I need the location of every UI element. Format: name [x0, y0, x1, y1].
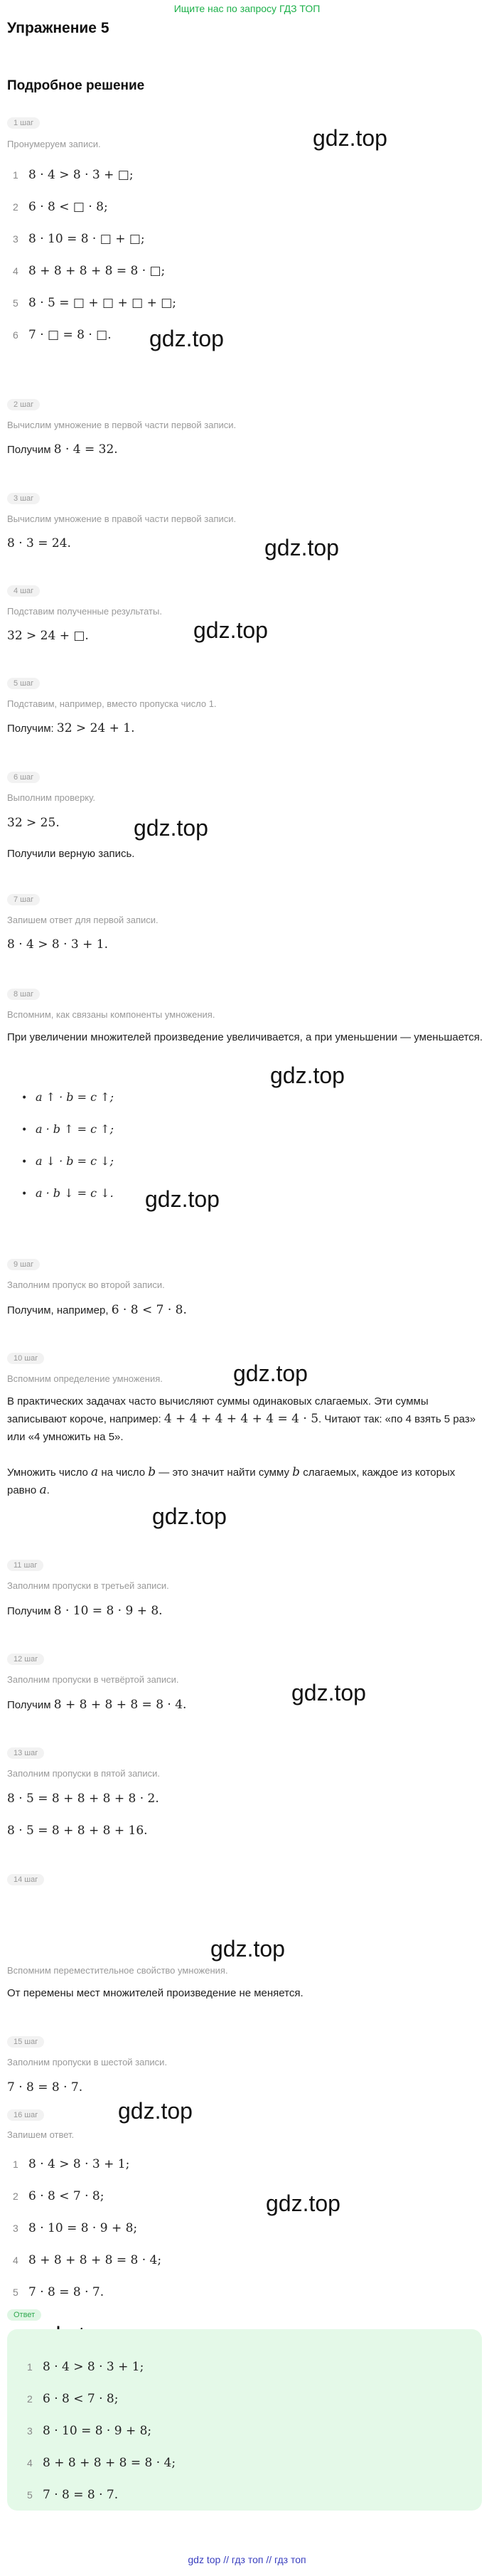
step-description: Заполним пропуски в четвёртой записи. [7, 1674, 179, 1685]
watermark: gdz.top [152, 1503, 227, 1529]
result-line: 8 · 5 = 8 + 8 + 8 + 16. [7, 1824, 148, 1838]
step-description: Вспомним, как связаны компоненты умножения. [7, 1009, 215, 1020]
step-badge: 4 шаг [7, 585, 40, 597]
watermark: gdz.top [270, 1063, 345, 1088]
step-description: Выполним проверку. [7, 792, 95, 803]
step-badge: 6 шаг [7, 772, 40, 783]
watermark: gdz.top [291, 1680, 366, 1705]
list-item: 4 8 + 8 + 8 + 8 = 8 · 4; [13, 2253, 162, 2267]
list-item: 1 8 · 4 > 8 · 3 + □; [13, 168, 134, 182]
answer-badge: Ответ [7, 2309, 41, 2321]
footer-links[interactable]: gdz top // гдз топ // гдз топ [188, 2554, 306, 2565]
section-subtitle: Подробное решение [7, 78, 145, 93]
definition-paragraph: В практических задачах часто вычисляют суммы одинаковых слагаемых. Эти суммы записывают короче, например: 4 + 4 + 4 + 4 + 4 = 4 · 5. Читают так: «по 4 взять 5 раз» или «4 умножить на 5». [7, 1395, 476, 1443]
step-description: Запишем ответ для первой записи. [7, 915, 159, 925]
watermark: gdz.top [210, 1936, 285, 1962]
step-badge: 12 шаг [7, 1654, 44, 1665]
rule-text: При увеличении множителей произведение увеличивается, а при уменьшении — уменьшается. [7, 1031, 483, 1043]
definition-paragraph: Умножить число a на число b — это значит найти сумму b слагаемых, каждое из которых равно a. [7, 1465, 456, 1497]
step-badge: 16 шаг [7, 2109, 44, 2121]
list-item: • a · b ↑ = c ↑; [21, 1122, 114, 1136]
step-description: Подставим, например, вместо пропуска число 1. [7, 698, 217, 709]
watermark: gdz.top [233, 1361, 308, 1386]
answer-item: 4 8 + 8 + 8 + 8 = 8 · 4; [27, 2456, 176, 2470]
result-line: 8 · 3 = 24. [7, 536, 71, 550]
step-badge: 7 шаг [7, 894, 40, 905]
step-badge: 1 шаг [7, 117, 40, 129]
watermark: gdz.top [264, 535, 339, 560]
list-item: 2 6 · 8 < □ · 8; [13, 200, 108, 214]
list-item: 5 8 · 5 = □ + □ + □ + □; [13, 296, 177, 310]
result-line: Получим 8 + 8 + 8 + 8 = 8 · 4. [7, 1698, 187, 1712]
step-description: Заполним пропуски в шестой записи. [7, 2057, 168, 2067]
list-item: 5 7 · 8 = 8 · 7. [13, 2285, 104, 2299]
page-title: Упражнение 5 [7, 20, 109, 36]
list-item: • a · b ↓ = c ↓. [21, 1186, 114, 1200]
rule-text: От перемены мест множителей произведение не меняется. [7, 1987, 304, 1999]
list-item: 3 8 · 10 = 8 · □ + □; [13, 232, 145, 246]
result-line: 7 · 8 = 8 · 7. [7, 2080, 83, 2095]
step-badge: 5 шаг [7, 678, 40, 689]
result-line: Получим 8 · 4 = 32. [7, 442, 118, 457]
list-item: • a ↓ · b = c ↓; [21, 1154, 114, 1168]
step-description: Подставим полученные результаты. [7, 606, 162, 617]
list-item: 4 8 + 8 + 8 + 8 = 8 · □; [13, 264, 166, 278]
step-badge: 3 шаг [7, 493, 40, 504]
step-description: Заполним пропуски в третьей записи. [7, 1580, 169, 1591]
step-badge: 8 шаг [7, 989, 40, 1000]
step-badge: 2 шаг [7, 399, 40, 410]
answer-box [7, 2329, 482, 2511]
watermark: gdz.top [193, 617, 268, 643]
answer-item: 1 8 · 4 > 8 · 3 + 1; [27, 2360, 144, 2374]
watermark: gdz.top [134, 815, 208, 841]
watermark: gdz.top [145, 1186, 220, 1212]
result-line: Получим 8 · 10 = 8 · 9 + 8. [7, 1604, 163, 1618]
result-line: 8 · 4 > 8 · 3 + 1. [7, 937, 109, 952]
step-description: Вспомним определение умножения. [7, 1373, 163, 1384]
answer-item: 2 6 · 8 < 7 · 8; [27, 2392, 119, 2406]
step-description: Заполним пропуски в пятой записи. [7, 1768, 160, 1779]
result-line: Получим: 32 > 24 + 1. [7, 721, 135, 735]
result-line: 8 · 5 = 8 + 8 + 8 + 8 · 2. [7, 1792, 159, 1806]
result-text: Получили верную запись. [7, 848, 135, 860]
step-badge: 10 шаг [7, 1353, 44, 1364]
list-item: 2 6 · 8 < 7 · 8; [13, 2189, 104, 2203]
list-item: • a ↑ · b = c ↑; [21, 1090, 114, 1104]
step-description: Запишем ответ. [7, 2129, 75, 2140]
top-search-link[interactable]: Ищите нас по запросу ГДЗ ТОП [173, 3, 321, 14]
step-badge: 11 шаг [7, 1560, 43, 1571]
step-badge: 13 шаг [7, 1747, 44, 1759]
step-badge: 15 шаг [7, 2036, 44, 2048]
answer-item: 3 8 · 10 = 8 · 9 + 8; [27, 2424, 152, 2438]
watermark: gdz.top [313, 125, 387, 151]
step-badge: 9 шаг [7, 1259, 40, 1270]
result-line: Получим, например, 6 · 8 < 7 · 8. [7, 1303, 187, 1317]
watermark: gdz.top [149, 326, 224, 351]
result-line: 32 > 25. [7, 816, 60, 830]
list-item: 1 8 · 4 > 8 · 3 + 1; [13, 2157, 130, 2171]
step-description: Вспомним переместительное свойство умножения. [7, 1965, 228, 1976]
watermark: gdz.top [118, 2098, 193, 2124]
step-description: Вычислим умножение в правой части первой записи. [7, 513, 237, 524]
list-item: 6 7 · □ = 8 · □. [13, 328, 112, 342]
result-line: 32 > 24 + □. [7, 629, 89, 643]
watermark: gdz.top [266, 2191, 340, 2216]
step-description: Заполним пропуск во второй записи. [7, 1279, 165, 1290]
list-item: 3 8 · 10 = 8 · 9 + 8; [13, 2221, 138, 2235]
step-description: Вычислим умножение в первой части первой записи. [7, 420, 237, 430]
step-description: Пронумеруем записи. [7, 139, 101, 149]
answer-item: 5 7 · 8 = 8 · 7. [27, 2488, 119, 2502]
step-badge: 14 шаг [7, 1874, 44, 1885]
